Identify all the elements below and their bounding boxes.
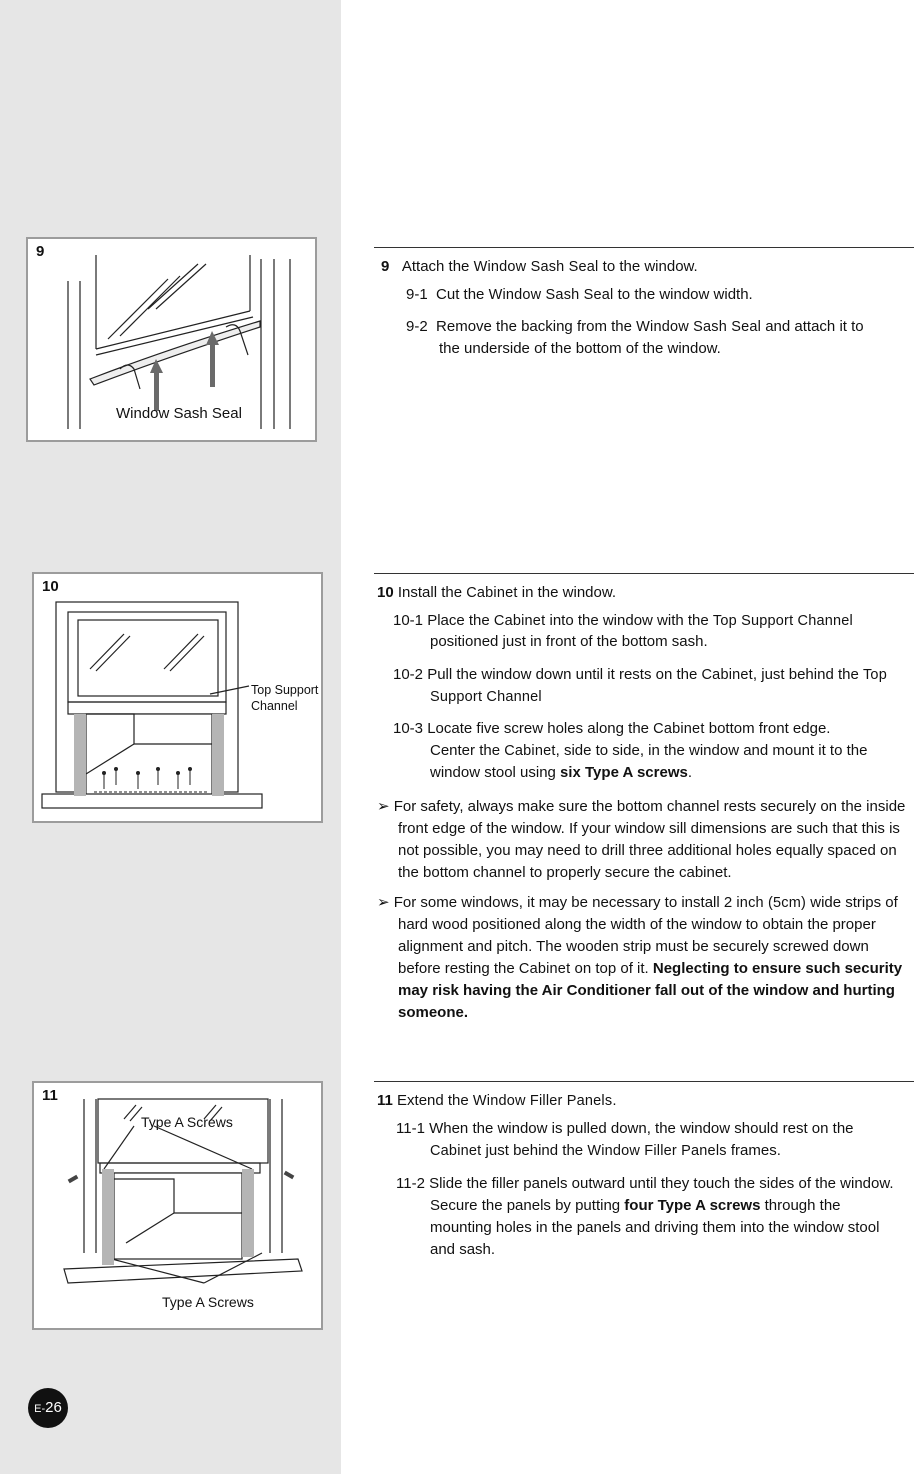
safety-note-2-line6: someone.	[398, 1004, 469, 1021]
step-10-2: 10-2 Pull the window down until it rests on the Cabinet, just behind the Top	[393, 666, 887, 683]
step-10-2-line2: Support Channel	[430, 689, 542, 705]
top-support-channel-label-line1: Top Support	[251, 683, 319, 697]
figure-number: 9	[36, 243, 45, 260]
arrow-bullet-icon: ➢	[377, 894, 390, 911]
step-10-3-line2: Center the Cabinet, side to side, in the window and mount it to the	[430, 742, 868, 759]
step-11-2-line3: mounting holes in the panels and driving them into the window stool	[430, 1219, 880, 1236]
step-11-2-line4: and sash.	[430, 1241, 496, 1258]
window-sash-seal-label: Window Sash Seal	[116, 405, 242, 422]
step-9-2: 9-2 Remove the backing from the Window Sash Seal and attach it to	[406, 318, 864, 335]
safety-note-2-line2: hard wood positioned along the width of the window to obtain the proper	[398, 916, 876, 933]
safety-note-1-line2: front edge of the window. If your window sill dimensions are such that this is	[398, 820, 900, 837]
figure-number: 10	[42, 578, 59, 595]
step-9-2-line2: the underside of the bottom of the window.	[439, 340, 721, 357]
type-a-screws-top-label: Type A Screws	[141, 1114, 233, 1130]
figure-number: 11	[42, 1087, 58, 1104]
step-9-heading: 9 Attach the Window Sash Seal to the window.	[381, 258, 698, 275]
section-divider	[374, 1081, 914, 1082]
step-10-heading: 10 Install the Cabinet in the window.	[377, 584, 617, 601]
step-11-1: 11-1 When the window is pulled down, the window should rest on the	[396, 1120, 854, 1137]
step-10-3-line3: window stool using six Type A screws.	[430, 764, 693, 781]
step-10-1: 10-1 Place the Cabinet into the window with the Top Support Channel	[393, 612, 853, 629]
section-divider	[374, 573, 914, 574]
safety-note-2-line4: before resting the Cabinet on top of it. Neglecting to ensure such security	[398, 960, 903, 977]
figure-9	[26, 237, 317, 442]
section-divider	[374, 247, 914, 248]
step-11-2: 11-2 Slide the filler panels outward until they touch the sides of the window.	[396, 1175, 894, 1192]
step-9-1: 9-1 Cut the Window Sash Seal to the window width.	[406, 286, 753, 303]
safety-note-2-line3: alignment and pitch. The wooden strip must be securely screwed down	[398, 938, 869, 955]
figure-11	[32, 1081, 323, 1330]
step-10-3: 10-3 Locate five screw holes along the Cabinet bottom front edge.	[393, 720, 831, 737]
step-11-1-line2: Cabinet just behind the Window Filler Panels frames.	[430, 1142, 781, 1159]
step-10-1-line2: positioned just in front of the bottom sash.	[430, 633, 708, 650]
safety-note-1: ➢ For safety, always make sure the bottom channel rests securely on the inside	[377, 798, 906, 815]
top-support-channel-label-line2: Channel	[251, 699, 298, 713]
safety-note-1-line4: the bottom channel to properly secure the cabinet.	[398, 864, 732, 881]
safety-note-1-line3: not possible, you may need to drill three additional holes equally spaced on	[398, 842, 897, 859]
arrow-bullet-icon: ➢	[377, 798, 390, 815]
cabinet-installation-illustration	[34, 574, 321, 821]
safety-note-2-line5: may risk having the Air Conditioner fall out of the window and hurting	[398, 982, 895, 999]
figure-10	[32, 572, 323, 823]
step-11-2-line2: Secure the panels by putting four Type A screws through the	[430, 1197, 841, 1214]
safety-note-2: ➢ For some windows, it may be necessary to install 2 inch (5cm) wide strips of	[377, 894, 898, 911]
page-number-badge: E-26	[28, 1388, 68, 1428]
type-a-screws-bottom-label: Type A Screws	[162, 1294, 254, 1310]
step-11-heading: 11 Extend the Window Filler Panels.	[377, 1092, 617, 1109]
